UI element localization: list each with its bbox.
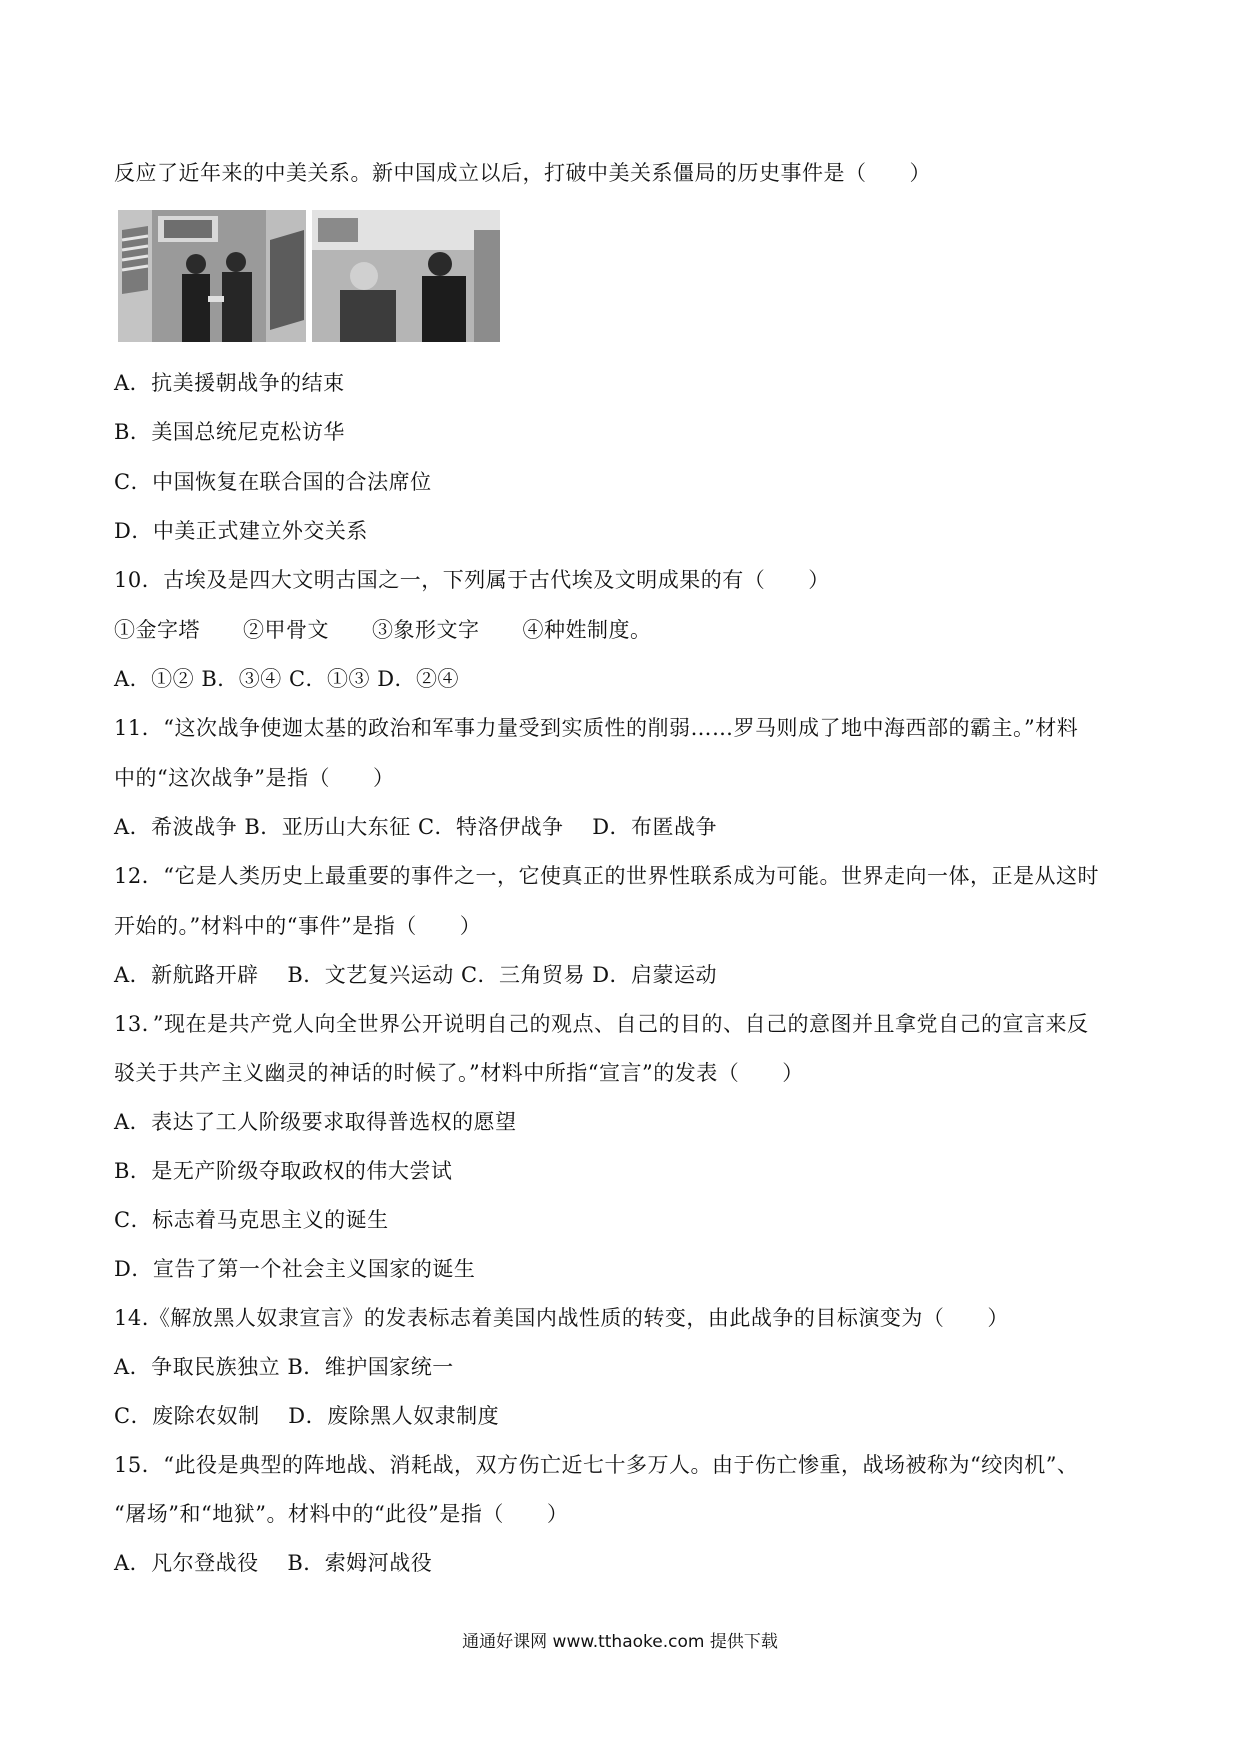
question-13-stem-line2: 驳关于共产主义幽灵的神话的时候了。”材料中所指“宣言”的发表（ ）: [114, 1061, 804, 1085]
question-9-option-d: D．中美正式建立外交关系: [114, 519, 368, 543]
question-13-option-a: A．表达了工人阶级要求取得普选权的愿望: [114, 1110, 517, 1134]
question-15-options: A．凡尔登战役 B．索姆河战役: [114, 1551, 433, 1575]
question-9-photos: [118, 210, 500, 342]
question-11-options: A．希波战争 B．亚历山大东征 C．特洛伊战争 D．布匿战争: [114, 815, 718, 839]
question-9-option-b: B．美国总统尼克松访华: [114, 420, 345, 444]
question-11-stem-line1: 11．“这次战争使迦太基的政治和军事力量受到实质性的削弱……罗马则成了地中海西部的霸主。”材料: [114, 716, 1079, 740]
page-footer: 通通好课网 www.tthaoke.com 提供下载: [462, 1632, 778, 1652]
question-12-options: A．新航路开辟 B．文艺复兴运动 C．三角贸易 D．启蒙运动: [114, 963, 718, 987]
question-10-items: ①金字塔 ②甲骨文 ③象形文字 ④种姓制度。: [114, 618, 652, 642]
question-10-stem: 10．古埃及是四大文明古国之一，下列属于古代埃及文明成果的有（ ）: [114, 568, 830, 592]
news-photo-icon: [118, 210, 500, 342]
question-9-option-c: C．中国恢复在联合国的合法席位: [114, 470, 432, 494]
question-14-stem: 14.《解放黑人奴隶宣言》的发表标志着美国内战性质的转变，由此战争的目标演变为（ ）: [114, 1306, 1009, 1330]
question-14-options-line2: C．废除农奴制 D．废除黑人奴隶制度: [114, 1404, 500, 1428]
question-9-option-a: A．抗美援朝战争的结束: [114, 371, 345, 395]
question-11-stem-line2: 中的“这次战争”是指（ ）: [114, 766, 395, 790]
question-13-option-d: D．宣告了第一个社会主义国家的诞生: [114, 1257, 476, 1281]
question-13-stem-line1: 13．”现在是共产党人向全世界公开说明自己的观点、自己的目的、自己的意图并且拿党自己的宣言来反: [114, 1012, 1089, 1036]
question-12-stem-line1: 12．“它是人类历史上最重要的事件之一，它使真正的世界性联系成为可能。世界走向一体，正是从这时: [114, 864, 1099, 888]
question-15-stem-line2: “屠场”和“地狱”。材料中的“此役”是指（ ）: [114, 1502, 569, 1526]
question-10-options: A．①② B．③④ C．①③ D．②④: [114, 667, 460, 691]
question-9-stem: 反应了近年来的中美关系。新中国成立以后，打破中美关系僵局的历史事件是（ ）: [114, 161, 931, 185]
question-13-option-b: B．是无产阶级夺取政权的伟大尝试: [114, 1159, 453, 1183]
question-14-options-line1: A．争取民族独立 B．维护国家统一: [114, 1355, 454, 1379]
question-13-option-c: C．标志着马克思主义的诞生: [114, 1208, 389, 1232]
question-12-stem-line2: 开始的。”材料中的“事件”是指（ ）: [114, 914, 482, 938]
question-15-stem-line1: 15．“此役是典型的阵地战、消耗战，双方伤亡近七十多万人。由于伤亡惨重，战场被称为“绞肉机”、: [114, 1453, 1079, 1477]
